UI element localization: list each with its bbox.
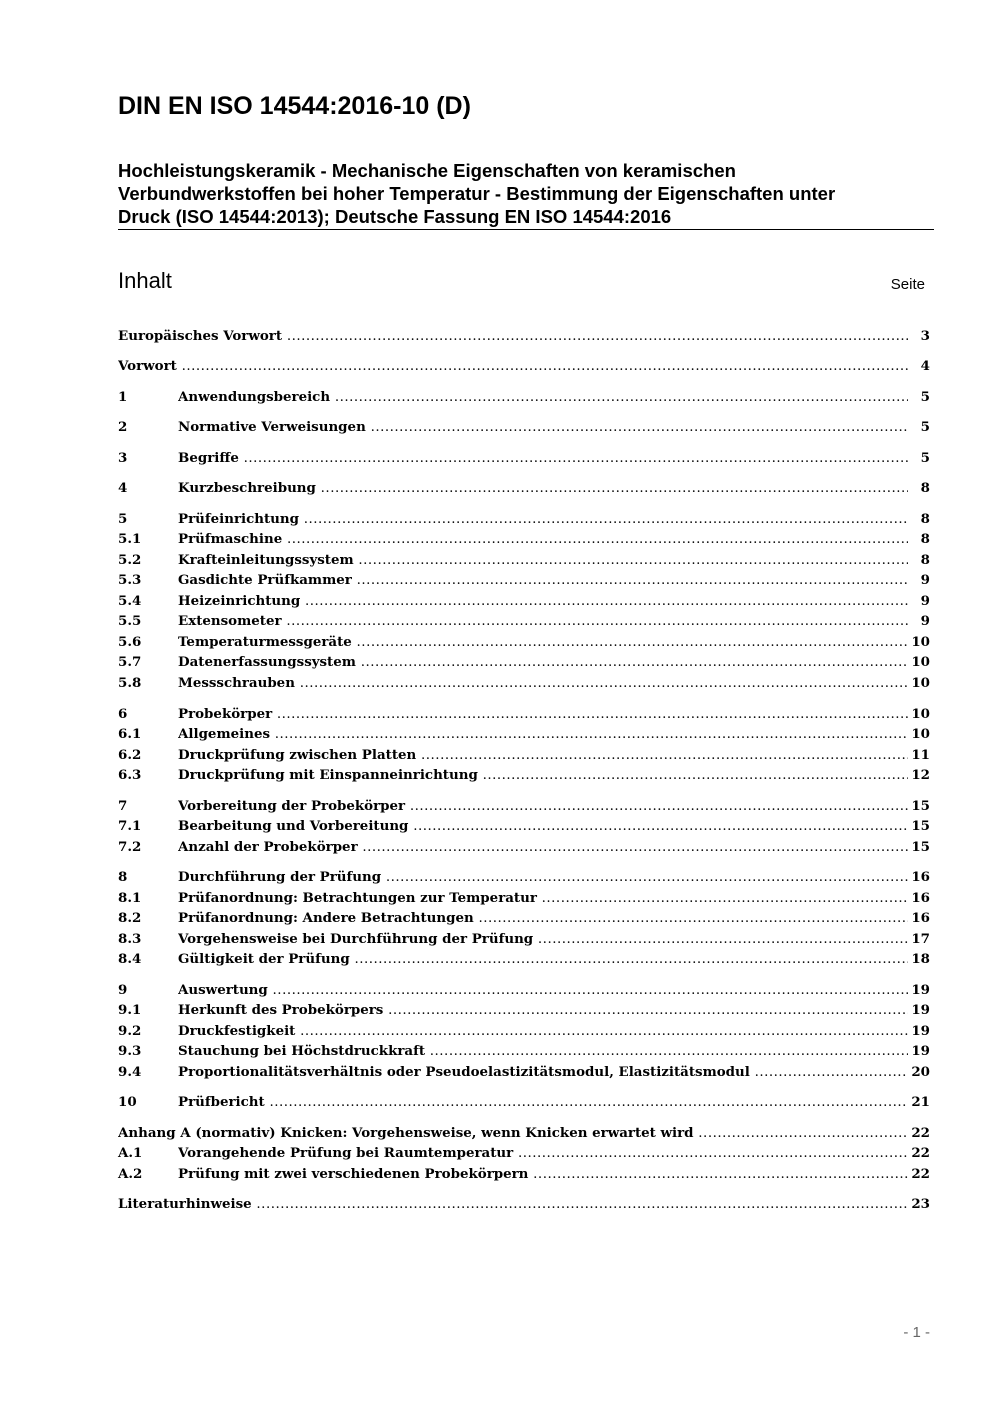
toc-entry[interactable]	[118, 724, 930, 744]
toc-entry[interactable]	[118, 529, 930, 549]
toc-entry-title: Prüfanordnung: Betrachtungen zur Temperatur .....	[178, 888, 908, 909]
toc-entry-page: 19	[911, 982, 930, 998]
toc-entry-title: Prüfeinrichtung .....	[178, 509, 908, 530]
toc-heading: Inhalt	[118, 268, 172, 293]
toc-entry[interactable]	[118, 888, 930, 908]
toc-entry[interactable]	[118, 1123, 930, 1143]
toc-entry-page: 9	[920, 613, 930, 629]
toc-entry-title: Datenerfassungssystem .....	[178, 652, 908, 673]
title-line: Verbundwerkstoffen bei hoher Temperatur - Bestimmung der Eigenschaften unter	[118, 183, 836, 204]
toc-entry[interactable]	[118, 1041, 930, 1061]
toc-entry-page: 5	[920, 450, 930, 466]
toc-entry-title: Allgemeines .....	[178, 724, 908, 745]
toc-entry-page: 18	[911, 951, 930, 967]
toc-entry-number: 8.2	[118, 910, 142, 926]
toc-entry[interactable]	[118, 1194, 930, 1214]
toc-entry[interactable]	[118, 765, 930, 785]
toc-entry-title: Prüfanordnung: Andere Betrachtungen .....	[178, 908, 908, 929]
toc-entry-title: Durchführung der Prüfung .....	[178, 867, 908, 888]
toc-entry-number: 9	[118, 982, 128, 998]
toc-entry-title: Literaturhinweise .....	[118, 1194, 908, 1215]
toc-entry-number: 6.2	[118, 747, 142, 763]
toc-entry-number: 7	[118, 798, 128, 814]
toc-entry-title: Gasdichte Prüfkammer .....	[178, 570, 908, 591]
toc-entry-number: 5.5	[118, 613, 142, 629]
toc-entry-title: Temperaturmessgeräte .....	[178, 632, 908, 653]
toc-entry-number: 4	[118, 480, 128, 496]
toc-entry-page: 22	[911, 1125, 930, 1141]
toc-entry-page: 8	[920, 531, 930, 547]
toc-entry[interactable]	[118, 570, 930, 590]
toc-entry-number: 6.3	[118, 767, 142, 783]
toc-entry[interactable]	[118, 1062, 930, 1082]
toc-entry-page: 15	[911, 818, 930, 834]
toc-entry-title: Begriffe .....	[178, 448, 908, 469]
toc-entry-number: 7.2	[118, 839, 142, 855]
toc-entry-number: 9.4	[118, 1064, 142, 1080]
toc-entry-page: 22	[911, 1145, 930, 1161]
toc-entry[interactable]	[118, 704, 930, 724]
toc-entry-number: 3	[118, 450, 128, 466]
toc-entry-title: Normative Verweisungen .....	[178, 417, 908, 438]
toc-entry-number: 8.4	[118, 951, 142, 967]
toc-entry-page: 22	[911, 1166, 930, 1182]
toc-entry-page: 19	[911, 1023, 930, 1039]
toc-entry-page: 8	[920, 552, 930, 568]
toc-entry-page: 4	[920, 358, 930, 374]
toc-entry-title: Prüfbericht .....	[178, 1092, 908, 1113]
toc-entry-number: 8.1	[118, 890, 142, 906]
toc-entry-number: 6	[118, 706, 128, 722]
document-title	[118, 159, 934, 228]
toc-entry-number: 7.1	[118, 818, 142, 834]
toc-entry[interactable]	[118, 745, 930, 765]
toc-entry-page: 17	[911, 931, 930, 947]
toc-entry[interactable]	[118, 1164, 930, 1184]
toc-entry-title: Probekörper .....	[178, 704, 908, 725]
toc-entry-title: Heizeinrichtung .....	[178, 591, 908, 612]
toc-entry[interactable]	[118, 591, 930, 611]
toc-entry-title: Auswertung .....	[178, 980, 908, 1001]
toc-entry[interactable]	[118, 796, 930, 816]
toc-entry[interactable]	[118, 326, 930, 346]
toc-entry-title: Vorwort .....	[118, 356, 908, 377]
toc-entry[interactable]	[118, 550, 930, 570]
toc-entry-title: Stauchung bei Höchstdruckkraft .....	[178, 1041, 908, 1062]
toc-entry-page: 10	[911, 654, 930, 670]
toc-entry-title: Bearbeitung und Vorbereitung .....	[178, 816, 908, 837]
toc-entry-number: 8.3	[118, 931, 142, 947]
page-column-label: Seite	[890, 276, 925, 293]
toc-entry-title: Kurzbeschreibung .....	[178, 478, 908, 499]
document-id: DIN EN ISO 14544:2016-10 (D)	[118, 92, 471, 120]
toc-entry-title: Prüfung mit zwei verschiedenen Probekörpern .....	[178, 1164, 908, 1185]
toc-entry-number: 5	[118, 511, 128, 527]
toc-entry-page: 19	[911, 1002, 930, 1018]
toc-entry-page: 8	[920, 511, 930, 527]
toc-entry[interactable]	[118, 980, 930, 1000]
toc-entry-page: 5	[920, 419, 930, 435]
toc-entry-title: Anzahl der Probekörper .....	[178, 837, 908, 858]
toc-entry[interactable]	[118, 1143, 930, 1163]
toc-entry-page: 3	[920, 328, 930, 344]
toc-entry[interactable]	[118, 387, 930, 407]
toc-entry-number: 5.7	[118, 654, 142, 670]
toc-entry-number: 5.3	[118, 572, 142, 588]
toc-entry-title: Anhang A (normativ) Knicken: Vorgehensweise, wenn Knicken erwartet wird .....	[118, 1123, 908, 1144]
toc-entry-page: 20	[911, 1064, 930, 1080]
toc-entry[interactable]	[118, 673, 930, 693]
toc-entry-number: 6.1	[118, 726, 142, 742]
toc-entry[interactable]	[118, 417, 930, 437]
toc-entry-title: Proportionalitätsverhältnis oder Pseudoelastizitätsmodul, Elastizitätsmodul .....	[178, 1062, 908, 1083]
toc-entry-page: 19	[911, 1043, 930, 1059]
toc-entry-number: A.2	[118, 1166, 143, 1182]
toc-entry-title: Messschrauben .....	[178, 673, 908, 694]
toc-entry[interactable]	[118, 908, 930, 928]
toc-entry-title: Anwendungsbereich .....	[178, 387, 908, 408]
title-line: Hochleistungskeramik - Mechanische Eigenschaften von keramischen	[118, 160, 736, 181]
toc-entry-title: Druckfestigkeit .....	[178, 1021, 908, 1042]
toc-entry-page: 23	[911, 1196, 930, 1212]
toc-entry[interactable]	[118, 509, 930, 529]
toc-entry[interactable]	[118, 611, 930, 631]
toc-entry-page: 15	[911, 798, 930, 814]
toc-entry-page: 21	[911, 1094, 930, 1110]
toc-entry[interactable]	[118, 837, 930, 857]
toc-entry-page: 16	[911, 869, 930, 885]
toc-entry-number: 8	[118, 869, 128, 885]
toc-entry-number: 9.3	[118, 1043, 142, 1059]
toc-entry-page: 10	[911, 726, 930, 742]
toc-entry-number: 5.8	[118, 675, 142, 691]
toc-entry-page: 16	[911, 890, 930, 906]
toc-entry-page: 10	[911, 675, 930, 691]
toc-entry[interactable]	[118, 1000, 930, 1020]
title-line: Druck (ISO 14544:2013); Deutsche Fassung EN ISO 14544:2016	[118, 206, 672, 227]
toc-entry[interactable]	[118, 632, 930, 652]
toc-entry-title: Vorgehensweise bei Durchführung der Prüfung .....	[178, 929, 908, 950]
toc-entry[interactable]	[118, 929, 930, 949]
toc-entry-page: 12	[911, 767, 930, 783]
toc-entry-number: 9.1	[118, 1002, 142, 1018]
toc-entry[interactable]	[118, 867, 930, 887]
toc-entry-page: 15	[911, 839, 930, 855]
toc-entry-number: 5.4	[118, 593, 142, 609]
toc-entry-page: 9	[920, 593, 930, 609]
toc-entry[interactable]	[118, 448, 930, 468]
toc-entry-number: 9.2	[118, 1023, 142, 1039]
toc-entry[interactable]	[118, 652, 930, 672]
toc-entry-number: 5.1	[118, 531, 142, 547]
title-divider	[118, 229, 934, 230]
toc-entry-page: 8	[920, 480, 930, 496]
toc-entry-title: Prüfmaschine .....	[178, 529, 908, 550]
toc-entry-number: 5.6	[118, 634, 142, 650]
toc-entry-page: 10	[911, 706, 930, 722]
toc-entry-title: Vorangehende Prüfung bei Raumtemperatur .....	[178, 1143, 908, 1164]
toc-entry-page: 9	[920, 572, 930, 588]
toc-entry-page: 16	[911, 910, 930, 926]
toc-entry-title: Herkunft des Probekörpers .....	[178, 1000, 908, 1021]
toc-entry[interactable]	[118, 478, 930, 498]
toc-entry-number: 1	[118, 389, 128, 405]
toc-entry-page: 5	[920, 389, 930, 405]
toc-entry[interactable]	[118, 1021, 930, 1041]
toc-entry[interactable]	[118, 356, 930, 376]
toc-entry-title: Europäisches Vorwort .....	[118, 326, 908, 347]
toc-entry-title: Gültigkeit der Prüfung .....	[178, 949, 908, 970]
toc-entry-title: Krafteinleitungssystem .....	[178, 550, 908, 571]
toc-entry-page: 10	[911, 634, 930, 650]
page-number: - 1 -	[903, 1324, 930, 1341]
toc-entry-number: A.1	[118, 1145, 143, 1161]
toc-entry[interactable]	[118, 1092, 930, 1112]
toc-entry[interactable]	[118, 816, 930, 836]
toc-entry-title: Druckprüfung mit Einspanneinrichtung .....	[178, 765, 908, 786]
toc-entry[interactable]	[118, 949, 930, 969]
toc-entry-title: Vorbereitung der Probekörper .....	[178, 796, 908, 817]
toc-entry-page: 11	[911, 747, 930, 763]
toc-entry-number: 5.2	[118, 552, 142, 568]
toc-entry-title: Extensometer .....	[178, 611, 908, 632]
toc-entry-number: 10	[118, 1094, 137, 1110]
toc-entry-title: Druckprüfung zwischen Platten .....	[178, 745, 908, 766]
toc-entry-number: 2	[118, 419, 128, 435]
